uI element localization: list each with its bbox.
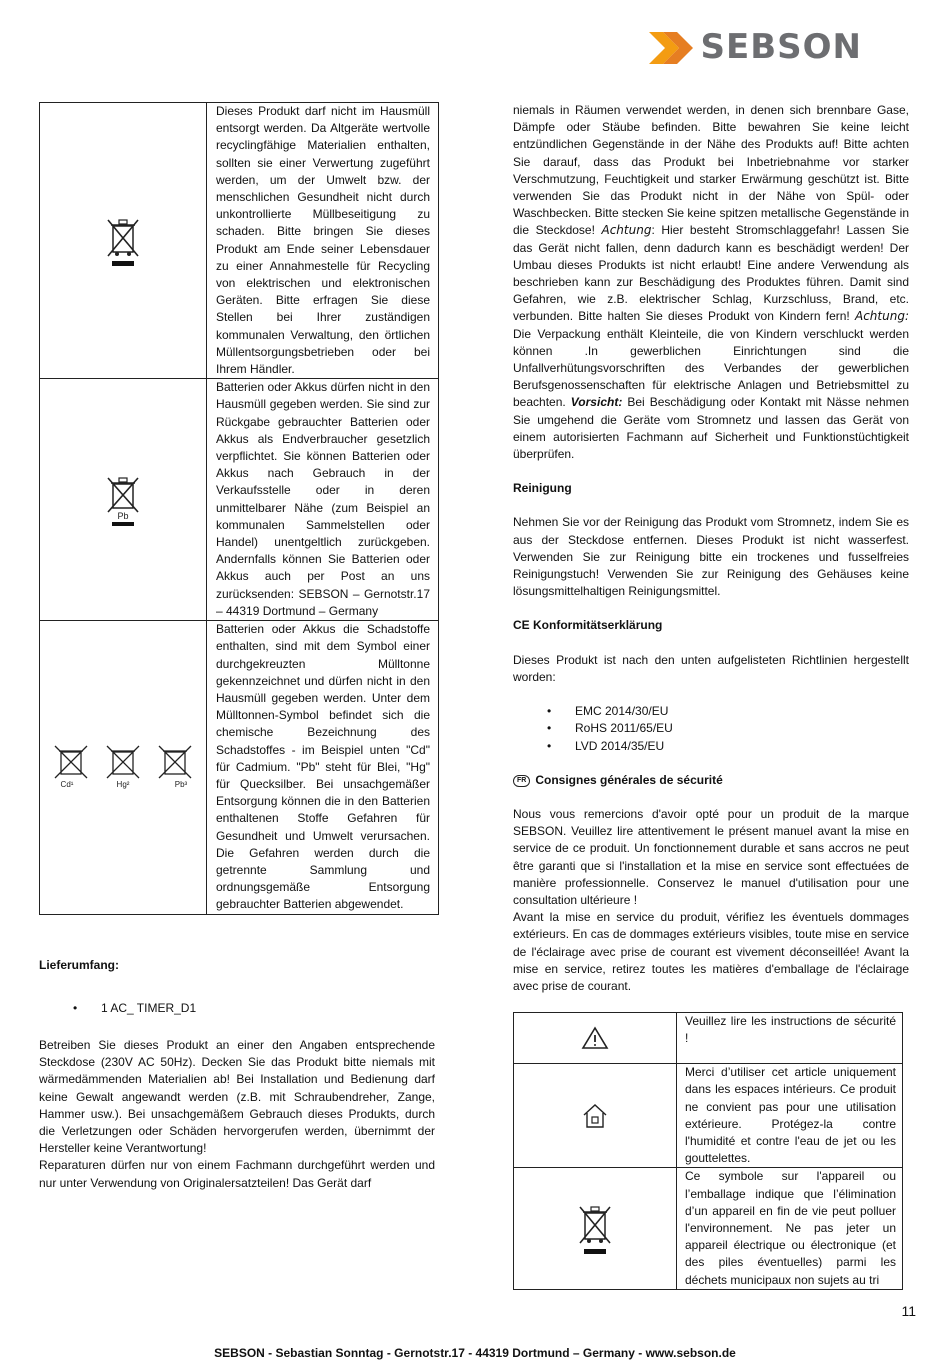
fr-paragraph-1: Nous vous remercions d'avoir opté pour un produit de la marque SEBSON. Veuillez lire attentivement le présent manuel avant la mise en service de ce produit. Un fonctionnement durable et sans accros ne peut être garanti que si l'installation et la mise en service sont effectuées de manière professionnelle. Conservez le manuel d'utilisation pour une consultation ultérieure !	[513, 806, 909, 907]
page-footer: SEBSON - Sebastian Sonntag - Gernotstr.17 - 44319 Dortmund – Germany - www.sebson.de	[214, 1346, 736, 1360]
list-item: • 1 AC_ TIMER_D1	[101, 1000, 435, 1017]
page-number: 11	[901, 1303, 916, 1319]
achtung-label: Achtung	[601, 223, 652, 238]
table-row	[40, 103, 439, 379]
list-item: • EMC 2014/30/EU	[575, 703, 909, 720]
fr-heading-text: Consignes générales de sécurité	[535, 772, 723, 787]
achtung-label-2: Achtung:	[855, 309, 909, 324]
scope-heading: Lieferumfang:	[39, 957, 120, 972]
fr-flag-icon: FR	[513, 775, 530, 787]
right-column	[513, 102, 909, 1290]
table-cell-text: Veuillez lire les instructions de sécurité !	[677, 1013, 903, 1064]
weee-icon-cell	[40, 103, 207, 379]
table-cell-text: Batterien oder Akkus dürfen nicht in den Hausmüll gegeben werden. Sie sind zur Rückgabe gebrauchter Batterien oder Akkus als Endverbraucher gesetzlich verpflichtet. Sie können Batterien oder Akkus nach Gebrauch in der Verkaufsstelle oder in deren unmittelbarer Nähe (zum Beispiel an kommunalen Sammelstellen oder Handel) unentgeltlich zurückgeben. Andernfalls können Sie Batterien oder Akkus auch per Post an uns zurücksenden: SEBSON – Gernotstr.17 – 44319 Dortmund – Germany	[207, 379, 439, 621]
crossed-bin-cd-icon	[49, 742, 93, 792]
disposal-symbol-table	[39, 102, 439, 915]
safety-text-b: : Hier besteht Stromschlaggefahr! Lassen Sie das Gerät nicht fallen, denn dadurch kann es beschädigt werden! Der Umbau dieses Produkts ist nicht erlaubt! Eine andere Verwendung als beschrieben kann zur Beschädigung des Produktes führen. Damit sind Gefahren, wie z.B. elektrischer Schlag, Kurzschluss, Brand, etc. verbunden. Bitte halten Sie dieses Produkt von Kindern fern!	[513, 223, 909, 324]
pollutant-icons-cell	[40, 621, 207, 914]
warning-icon-cell	[514, 1013, 677, 1064]
scope-list	[101, 1000, 435, 1017]
table-row	[40, 621, 439, 914]
vorsicht-label: Vorsicht:	[570, 395, 623, 410]
crossed-bin-icon	[106, 214, 140, 268]
crossed-bin-pb-small-icon	[153, 742, 197, 792]
brand-logo	[649, 27, 862, 68]
left-column	[39, 102, 435, 1192]
repair-paragraph: Reparaturen dürfen nur von einem Fachmann durchgeführt werden und nur unter Verwendung von Originalersatzteilen! Das Gerät darf	[39, 1158, 435, 1190]
warning-triangle-icon	[581, 1026, 609, 1050]
table-cell-text: Merci d’utiliser cet article uniquement dans les espaces intérieurs. Ce produit ne convient pas pour une utilisation extérieure. Protégez-la contre l'humidité et contre l'eau de jet ou les gouttelettes.	[677, 1064, 903, 1168]
table-cell-text: Dieses Produkt darf nicht im Hausmüll entsorgt werden. Da Altgeräte wertvolle recyclingfähige Materialien enthalten, sollten sie einer Verwertung zugeführt werden, um der Umwelt bzw. der menschlichen Gesundheit nicht durch unkontrollierte Müllbeseitigung zu schaden. Bitte bringen Sie dieses Produkt am Ende seiner Lebensdauer zu einer Annahmestelle für Recycling von elektrischen und elektronischen Geräten. Bitte erfragen Sie diese Stellen bei Ihrer zuständigen kommunalen Verwaltung, den örtlichen Müllentsorgungsbetrieben oder bei Ihrem Händler.	[207, 103, 439, 379]
pb-small-label: Pb³	[174, 780, 188, 790]
weee-fr-icon-cell	[514, 1168, 677, 1289]
brand-name: SEBSON	[700, 27, 862, 68]
table-cell-text: Batterien oder Akkus die Schadstoffe enthalten, sind mit dem Symbol einer durchgekreuzten Mülltonne gekennzeichnet und dürfen nicht in den Hausmüll gegeben werden. Unter dem Mülltonnen-Symbol befindet sich die chemische Bezeichnung des Schadstoffes - im Beispiel unten "Cd" für Cadmium. "Pb" steht für Blei, "Hg" für Quecksilber. Bei unsachgemäßer Entsorgung können die in den Batterien enthaltenen Stoffe Gefahren für Gesundheit und Umwelt verursachen. Die Gefahren werden durch die getrennte Sammlung und ordnungsgemäße Entsorgung gebrauchter Batterien abgewendet.	[207, 621, 439, 914]
safety-paragraph	[513, 102, 909, 463]
ce-paragraph: Dieses Produkt ist nach den unten aufgelisteten Richtlinien hergestellt worden:	[513, 652, 909, 684]
battery-icon-cell	[40, 379, 207, 621]
crossed-bin-hg-icon	[101, 742, 145, 792]
usage-paragraph: Betreiben Sie dieses Produkt an einer den Angaben entsprechende Steckdose (230V AC 50Hz). Decken Sie das Produkt bitte niemals mit wärmedämmenden Materialien ab! Bei Installation und Bedienung darf keine Gewalt angewandt werden (z.B. mit Schraubendreher, Zange, Hammer usw.). Bei unsachgemäßem Gebrauch dieses Produkts, durch die Verletzungen oder Schäden hervorgerufen werden, übernimmt der Hersteller keine Verantwortung!	[39, 1037, 435, 1156]
list-item: • LVD 2014/35/EU	[575, 738, 909, 755]
pb-label: Pb	[117, 510, 129, 521]
ce-list	[575, 703, 909, 755]
table-row	[514, 1064, 903, 1168]
hg-label: Hg²	[116, 780, 130, 790]
safety-text-a: niemals in Räumen verwendet werden, in denen sich brennbare Gase, Dämpfe oder Stäube befinden. Bitte bewahren Sie keine leicht entzündlichen Gegenstände in der Nähe des Produkts auf! Bitte achten Sie darauf, dass das Produkt bei Inbetriebnahme vor starker Verschmutzung, Feuchtigkeit und starker Erwärmung geschützt ist. Bitte verwenden Sie das Produkt nicht in der Nähe von Spül- oder Waschbecken. Bitte stecken Sie keine spitzen metallische Gegenstände in die Steckdose!	[513, 103, 909, 238]
cleaning-heading: Reinigung	[513, 481, 572, 496]
fr-symbol-table	[513, 1012, 903, 1290]
cd-label: Cd¹	[60, 780, 74, 790]
list-item: • RoHS 2011/65/EU	[575, 720, 909, 737]
indoor-icon-cell	[514, 1064, 677, 1168]
table-row	[40, 379, 439, 621]
cleaning-paragraph: Nehmen Sie vor der Reinigung das Produkt vom Stromnetz, indem Sie es aus der Steckdose entfernen. Dieses Produkt ist nicht wasserfest. Verwenden Sie zur Reinigung bitte ein trockenes und fusselfreies Reinigungstuch! Verwenden Sie zur Reinigung des Gehäuses keine lösungsmittelhaltigen Reinigungsmittel.	[513, 515, 909, 599]
safety-text-c: Die Verpackung enthält Kleinteile, die von Kindern verschluckt werden können .In gewerblichen Einrichtungen sind die Unfallverhütungsvorschriften des Verbandes der gewerblichen Berufsgenossenschaften für elektrische Anlagen und Betriebsmittel zu beachten.	[513, 326, 909, 410]
table-row	[514, 1013, 903, 1064]
crossed-bin-pb-icon	[105, 472, 141, 528]
table-cell-text: Ce symbole sur l'appareil ou l’emballage indique que l’élimination d’un appareil en fin de vie peut polluer l'environnement. Ne pas jeter un appareil électrique ou électronique (et des piles éventuelles) parmi les déchets municipaux non sujets au tri	[677, 1168, 903, 1289]
sebson-logo-icon	[649, 30, 693, 66]
crossed-bin-icon	[578, 1201, 612, 1257]
fr-paragraph-2: Avant la mise en service du produit, vérifiez les éventuels dommages extérieurs. En cas de dommages extérieurs visibles, toute mise en service de l'éclairage avec prise de courant est vivement déconseillée! Avant la mise en service, retirez toutes les matières d'emballage de l'éclairage avec prise de courant.	[513, 910, 909, 993]
table-row	[514, 1168, 903, 1289]
safety-text-d: Bei Beschädigung oder Kontakt mit Nässe nehmen Sie umgehend die Geräte vom Stromnetz und lassen das Gerät von einem autorisierten Fachmann auf Sicherheit und Funktionstüchtigkeit überprüfen.	[513, 395, 909, 462]
fr-heading	[513, 772, 909, 789]
indoor-house-icon	[581, 1102, 609, 1130]
ce-heading: CE Konformitätserklärung	[513, 618, 663, 633]
